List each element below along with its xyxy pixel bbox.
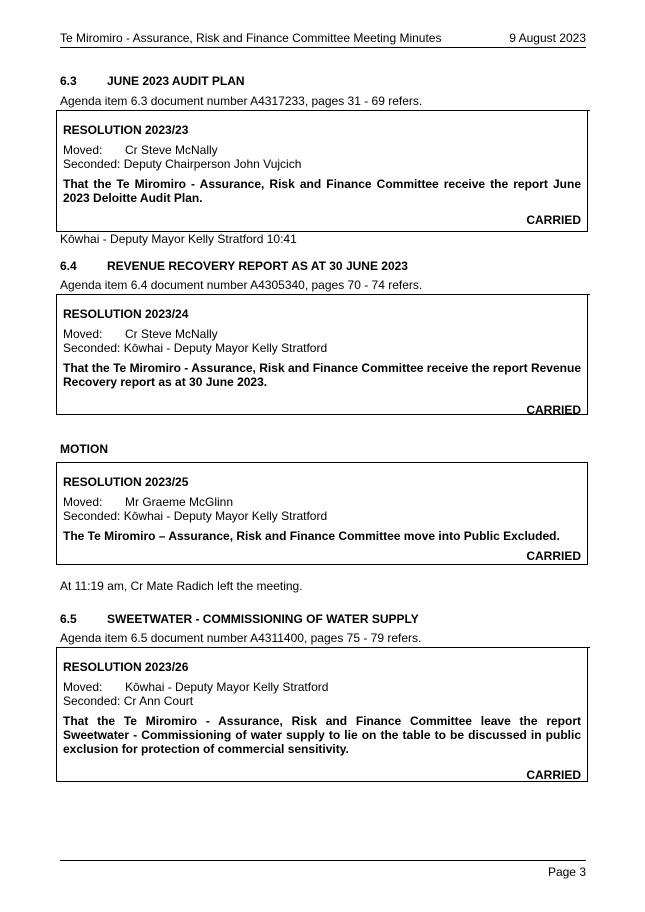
- moved-value: Cr Steve McNally: [125, 327, 218, 341]
- carried-label: CARRIED: [526, 549, 581, 563]
- resolution-box-2023-24: [56, 294, 588, 415]
- carried-label: CARRIED: [526, 403, 581, 417]
- moved-label: Moved:: [63, 143, 103, 157]
- moved-row: [63, 327, 581, 341]
- motion-text: That the Te Miromiro - Assurance, Risk and Finance Committee receive the report Revenue Recovery report as at 30 June 2023.: [63, 361, 581, 389]
- moved-row: [63, 495, 581, 509]
- moved-row: [63, 143, 581, 157]
- page-header: [60, 31, 586, 48]
- resolution-title: RESOLUTION 2023/25: [63, 475, 189, 489]
- seconded-label: Seconded:: [63, 157, 121, 171]
- section-heading-6-3: [60, 74, 245, 88]
- agenda-line-6-3: [60, 94, 590, 111]
- carried-label: CARRIED: [526, 213, 581, 227]
- section-title: JUNE 2023 AUDIT PLAN: [107, 74, 245, 88]
- moved-label: Moved:: [63, 680, 103, 694]
- seconded-label: Seconded:: [63, 341, 121, 355]
- resolution-box-2023-26: [56, 647, 588, 782]
- agenda-text: Agenda item 6.3 document number A4317233, pages 31 - 69 refers.: [60, 94, 423, 108]
- resolution-box-2023-23: [56, 110, 588, 232]
- motion-heading: MOTION: [60, 442, 108, 456]
- agenda-text: Agenda item 6.5 document number A4311400, pages 75 - 79 refers.: [60, 631, 422, 645]
- seconded-row: [63, 509, 581, 523]
- seconded-label: Seconded:: [63, 694, 121, 708]
- seconded-value: Kōwhai - Deputy Mayor Kelly Stratford: [123, 509, 328, 523]
- moved-row: [63, 680, 581, 694]
- agenda-line-6-4: [60, 278, 590, 295]
- section-number: 6.4: [60, 259, 77, 273]
- seconded-row: [63, 694, 581, 708]
- attendance-note: Kōwhai - Deputy Mayor Kelly Stratford 10:41: [60, 232, 297, 246]
- motion-text: That the Te Miromiro - Assurance, Risk and Finance Committee receive the report June 2023 Deloitte Audit Plan.: [63, 177, 581, 205]
- resolution-box-2023-25: [56, 462, 588, 565]
- section-number: 6.3: [60, 74, 77, 88]
- seconded-value: Deputy Chairperson John Vujcich: [123, 157, 302, 171]
- section-title: REVENUE RECOVERY REPORT AS AT 30 JUNE 2023: [107, 259, 408, 273]
- seconded-value: Cr Ann Court: [123, 694, 194, 708]
- section-heading-6-4: [60, 259, 408, 273]
- section-title: SWEETWATER - COMMISSIONING OF WATER SUPPLY: [107, 612, 419, 626]
- moved-value: Kōwhai - Deputy Mayor Kelly Stratford: [125, 680, 329, 694]
- meeting-date: 9 August 2023: [509, 31, 586, 45]
- section-heading-6-5: [60, 612, 419, 626]
- page-footer: [60, 860, 586, 881]
- section-number: 6.5: [60, 612, 77, 626]
- seconded-row: [63, 157, 581, 171]
- carried-label: CARRIED: [526, 768, 581, 782]
- seconded-value: Kōwhai - Deputy Mayor Kelly Stratford: [123, 341, 328, 355]
- resolution-title: RESOLUTION 2023/24: [63, 307, 189, 321]
- seconded-row: [63, 341, 581, 355]
- moved-value: Cr Steve McNally: [125, 143, 218, 157]
- motion-text: The Te Miromiro – Assurance, Risk and Finance Committee move into Public Excluded.: [63, 529, 560, 543]
- resolution-title: RESOLUTION 2023/26: [63, 660, 189, 674]
- moved-label: Moved:: [63, 327, 103, 341]
- resolution-title: RESOLUTION 2023/23: [63, 123, 189, 137]
- moved-value: Mr Graeme McGlinn: [125, 495, 234, 509]
- agenda-line-6-5: [60, 631, 590, 648]
- document-title: Te Miromiro - Assurance, Risk and Finance Committee Meeting Minutes: [60, 31, 442, 45]
- page-number: Page 3: [547, 865, 586, 879]
- agenda-text: Agenda item 6.4 document number A4305340, pages 70 - 74 refers.: [60, 278, 423, 292]
- moved-label: Moved:: [63, 495, 103, 509]
- seconded-label: Seconded:: [63, 509, 121, 523]
- departure-note: At 11:19 am, Cr Mate Radich left the meeting.: [60, 579, 303, 593]
- motion-text: That the Te Miromiro - Assurance, Risk and Finance Committee leave the report Sweetwater - Commissioning of water supply to lie on the table to be discussed in public exclusion for protection of commercial sensitivity.: [63, 714, 581, 756]
